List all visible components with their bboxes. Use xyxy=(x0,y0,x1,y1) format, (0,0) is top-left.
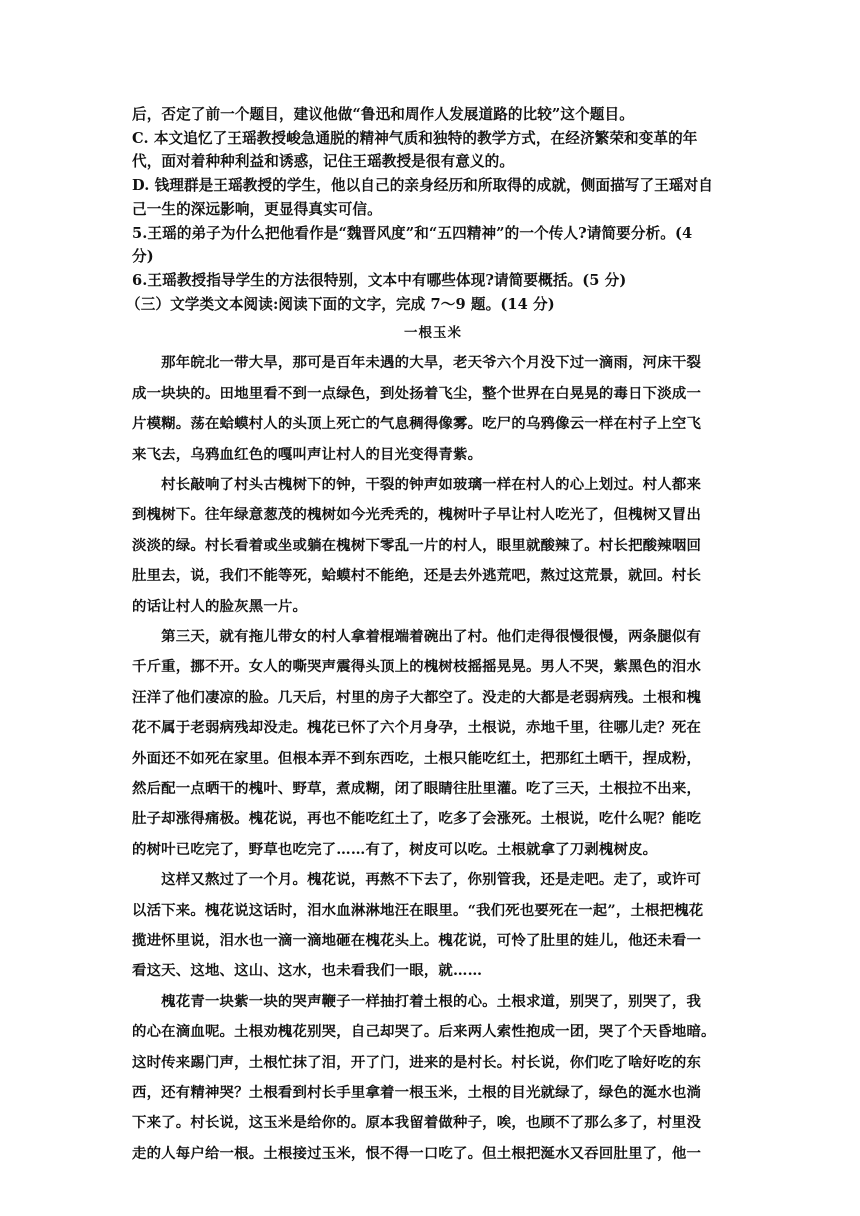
story-line: 片模糊。荡在蛤蟆村人的头顶上死亡的气息稠得像雾。吃尸的乌鸦像云一样在村子上空飞 xyxy=(132,415,702,433)
story-line: 看这天、这地、这山、这水，也未看我们一眼，就…… xyxy=(132,962,483,980)
story-line: 这时传来踢门声，土根忙抹了泪，开了门，进来的是村长。村长说，你们吃了啥好吃的东 xyxy=(132,1053,702,1071)
story-line: 的心在滴血呢。土根劝槐花别哭，自己却哭了。后来两人索性抱成一团，哭了个天昏地暗。 xyxy=(132,1023,716,1041)
story-line: 到槐树下。往年绿意葱茂的槐树如今光秃秃的，槐树叶子早让村人吃光了，但槐树又冒出 xyxy=(132,506,702,524)
question-block xyxy=(126,103,734,316)
story-line: 槐花青一块紫一块的哭声鞭子一样抽打着土根的心。土根求道，别哭了，别哭了，我 xyxy=(132,992,702,1010)
question-5-line-1: 5.王瑶的弟子为什么把他看作是“魏晋风度”和“五四精神”的一个传人?请简要分析。(4 xyxy=(132,224,693,242)
story-line: 花不属于老弱病残却没走。槐花已怀了六个月身孕，土根说，赤地千里，往哪儿走？死在 xyxy=(132,719,702,737)
story-line: 淡淡的绿。村长看着或坐或躺在槐树下零乱一片的村人，眼里就酸辣了。村长把酸辣咽回 xyxy=(132,536,702,554)
option-d-line-2: 己一生的深远影响，更显得真实可信。 xyxy=(132,200,382,218)
story-line: 那年皖北一带大旱，那可是百年未遇的大旱，老天爷六个月没下过一滴雨，河床干裂 xyxy=(132,354,702,372)
section-heading: （三）文学类文本阅读:阅读下面的文字，完成 7～9 题。(14 分) xyxy=(126,295,555,313)
question-5-line-2: 分) xyxy=(132,248,154,266)
story-title: 一根玉米 xyxy=(404,325,462,342)
story-line: 村长敲响了村头古槐树下的钟，干裂的钟声如玻璃一样在村人的心上划过。村人都来 xyxy=(132,475,702,493)
story-line: 来飞去，乌鸦血红色的嘎叫声让村人的目光变得青紫。 xyxy=(132,445,483,463)
story-line: 下来了。村长说，这玉米是给你的。原本我留着做种子，唉，也顾不了那么多了，村里没 xyxy=(132,1114,702,1132)
option-c-line-2: 代，面对着种种利益和诱惑，记住王瑶教授是很有意义的。 xyxy=(132,153,515,171)
option-c-line-1: C. 本文追忆了王瑶教授峻急通脱的精神气质和独特的教学方式，在经济繁荣和变革的年 xyxy=(132,129,698,147)
question-6: 6.王瑶教授指导学生的方法很特别，文本中有哪些体现?请简要概括。(5 分) xyxy=(132,271,627,289)
story-line: 外面还不如死在家里。但根本弄不到东西吃，土根只能吃红土，把那红土晒干，捏成粉， xyxy=(132,749,702,767)
story-line: 的树叶已吃完了，野草也吃完了……有了，树皮可以吃。土根就拿了刀剥槐树皮。 xyxy=(132,840,658,858)
story-line: 西，还有精神哭？土根看到村长手里拿着一根玉米，土根的目光就绿了，绿色的涎水也淌 xyxy=(132,1084,702,1102)
story-line: 千斤重，挪不开。女人的嘶哭声震得头顶上的槐树枝摇摇晃晃。男人不哭，紫黑色的泪水 xyxy=(132,658,702,676)
story-line: 走的人每户给一根。土根接过玉米，恨不得一口吃了。但土根把涎水又吞回肚里了，他一 xyxy=(132,1144,702,1162)
story-line: 肚子却涨得痛极。槐花说，再也不能吃红土了，吃多了会涨死。土根说，吃什么呢？能吃 xyxy=(132,810,702,828)
story-line: 的话让村人的脸灰黑一片。 xyxy=(132,597,308,615)
story-line: 然后配一点晒干的槐叶、野草，煮成糊，闭了眼睛往肚里灌。吃了三天，土根拉不出来， xyxy=(132,780,702,798)
story-line: 成一块块的。田地里看不到一点绿色，到处扬着飞尘，整个世界在白晃晃的毒日下淡成一 xyxy=(132,384,702,402)
story-body xyxy=(132,348,734,1169)
text-line: 后，否定了前一个题目，建议他做“鲁迅和周作人发展道路的比较”这个题目。 xyxy=(132,106,634,123)
option-d-line-1: D. 钱理群是王瑶教授的学生，他以自己的亲身经历和所取得的成就，侧面描写了王瑶对自 xyxy=(132,177,713,195)
story-line: 这样又熬过了一个月。槐花说，再熬不下去了，你别管我，还是走吧。走了，或许可 xyxy=(132,871,702,889)
story-line: 肚里去，说，我们不能等死，蛤蟆村不能绝，还是去外逃荒吧，熬过这荒景，就回。村长 xyxy=(132,567,702,585)
story-line: 第三天，就有拖儿带女的村人拿着棍端着碗出了村。他们走得很慢很慢，两条腿似有 xyxy=(132,627,702,645)
document-page xyxy=(126,103,734,1169)
story-line: 揽进怀里说，泪水也一滴一滴地砸在槐花头上。槐花说，可怜了肚里的娃儿，他还未看一 xyxy=(132,932,702,950)
story-line: 汪洋了他们凄凉的脸。几天后，村里的房子大都空了。没走的大都是老弱病残。土根和槐 xyxy=(132,688,702,706)
story-line: 以活下来。槐花说这话时，泪水血淋淋地汪在眼里。“我们死也要死在一起”，土根把槐花 xyxy=(132,901,704,919)
